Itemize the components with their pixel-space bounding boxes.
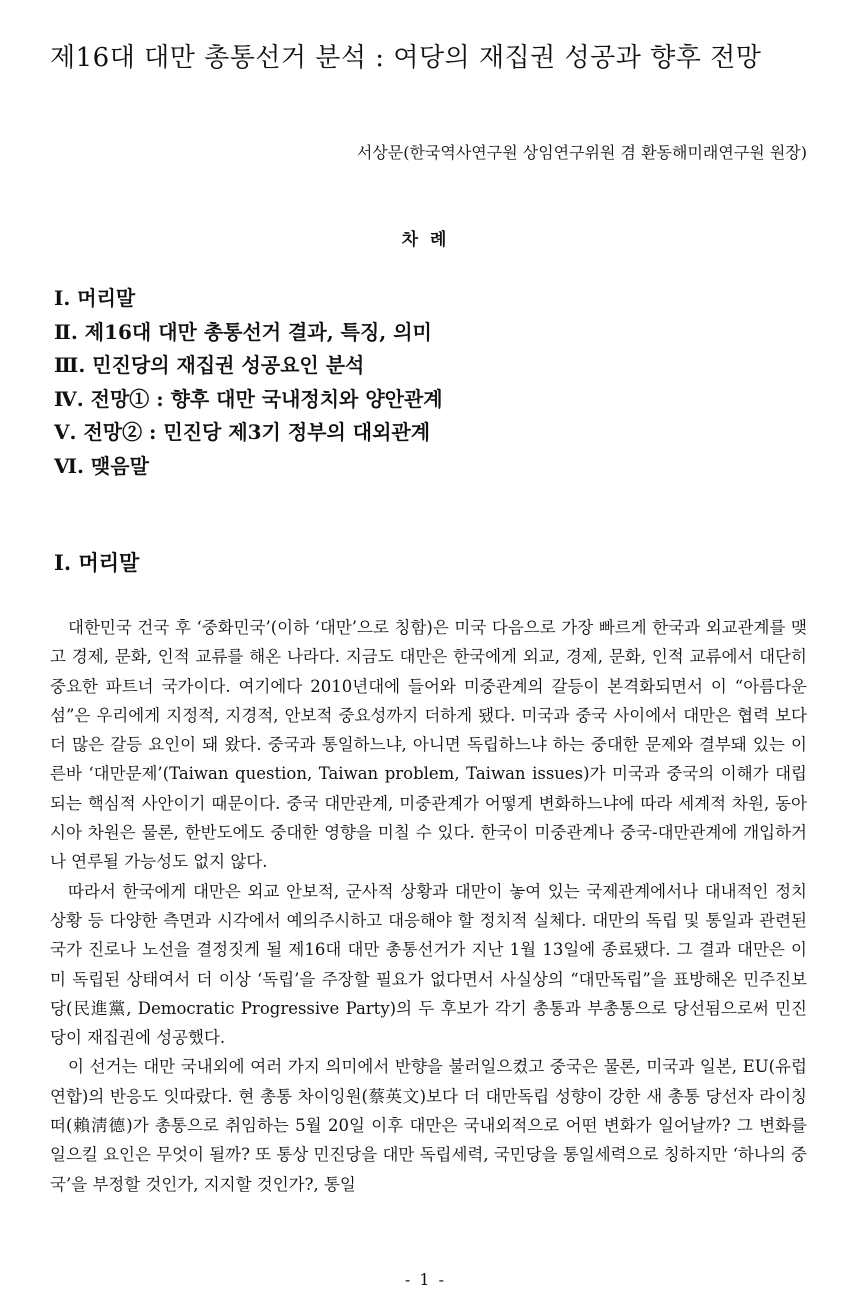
toc-item-4: Ⅳ. 전망① : 향후 대만 국내정치와 양안관계: [54, 386, 443, 411]
toc-item-5: Ⅴ. 전망② : 민진당 제3기 정부의 대외관계: [54, 420, 431, 444]
body-text: [50, 613, 807, 1199]
toc-heading: 차 례: [401, 230, 450, 250]
page-number: - 1 -: [404, 1270, 447, 1289]
table-of-contents: [54, 282, 443, 483]
paragraph-2: 따라서 한국에게 대만은 외교 안보적, 군사적 상황과 대만이 놓여 있는 국제관계에서나 대내적인 정치 상황 등 다양한 측면과 시각에서 예의주시하고 대응해야 할 정치적 실체다. 대만의 독립 및 통일과 관련된 국가 진로나 노선을 결정짓게 될 제16대 대만 총통선거가 지난 1월 13일에 종료됐다. 그 결과 대만은 이미 독립된 상태여서 더 이상 ‘독립’을 주장할 필요가 없다면서 사실상의 “대만독립”을 표방해온 민주진보당(民進黨, Democratic Progressive Party)의 두 후보가 각기 총통과 부총통으로 당선됨으로써 민진당이 재집권에 성공했다.: [50, 881, 807, 1048]
toc-item-3: Ⅲ. 민진당의 재집권 성공요인 분석: [54, 353, 365, 377]
paragraph-1: 대한민국 건국 후 ‘중화민국’(이하 ‘대만’으로 칭함)은 미국 다음으로 가장 빠르게 한국과 외교관계를 맺고 경제, 문화, 인적 교류를 해온 나라다. 지금도 대만은 한국에게 외교, 경제, 문화, 인적 교류에서 대단히 중요한 파트너 국가이다. 여기에다 2010년대에 들어와 미중관계의 갈등이 본격화되면서 이 “아름다운 섬”은 우리에게 지정적, 지경적, 안보적 중요성까지 더하게 됐다. 미국과 중국 사이에서 대만은 협력 보다 더 많은 갈등 요인이 돼 왔다. 중국과 통일하느냐, 아니면 독립하느냐 하는 중대한 문제와 결부돼 있는 이른바 ‘대만문제’(Taiwan question, Taiwan problem, Taiwan issues)가 미국과 중국의 이해가 대립되는 핵심적 사안이기 때문이다. 중국 대만관계, 미중관계가 어떻게 변화하느냐에 따라 세계적 차원, 동아시아 차원은 물론, 한반도에도 중대한 영향을 미칠 수 있다. 한국이 미중관계나 중국-대만관계에 개입하거나 연루될 가능성도 없지 않다.: [50, 618, 807, 872]
paragraph-3: 이 선거는 대만 국내외에 여러 가지 의미에서 반향을 불러일으켰고 중국은 물론, 미국과 일본, EU(유럽연합)의 반응도 잇따랐다. 현 총통 차이잉원(蔡英文)보다 더 대만독립 성향이 강한 새 총통 당선자 라이칭떠(賴淸德)가 총통으로 취임하는 5월 20일 이후 대만은 국내외적으로 어떤 변화가 일어날까? 그 변화를 일으킬 요인은 무엇이 될까? 또 통상 민진당을 대만 독립세력, 국민당을 통일세력으로 칭하지만 ‘하나의 중국’을 부정할 것인가, 지지할 것인가?, 통일: [50, 1057, 807, 1194]
toc-item-1: Ⅰ. 머리말: [54, 286, 136, 310]
section-heading: Ⅰ. 머리말: [54, 550, 140, 575]
document-title: 제16대 대만 총통선거 분석 : 여당의 재집권 성공과 향후 전망: [50, 43, 762, 73]
toc-item-6: Ⅵ. 맺음말: [54, 453, 149, 478]
toc-item-2: Ⅱ. 제16대 대만 총통선거 결과, 특징, 의미: [54, 319, 432, 344]
author-line: 서상문(한국역사연구원 상임연구위원 겸 환동해미래연구원 원장): [356, 143, 807, 162]
